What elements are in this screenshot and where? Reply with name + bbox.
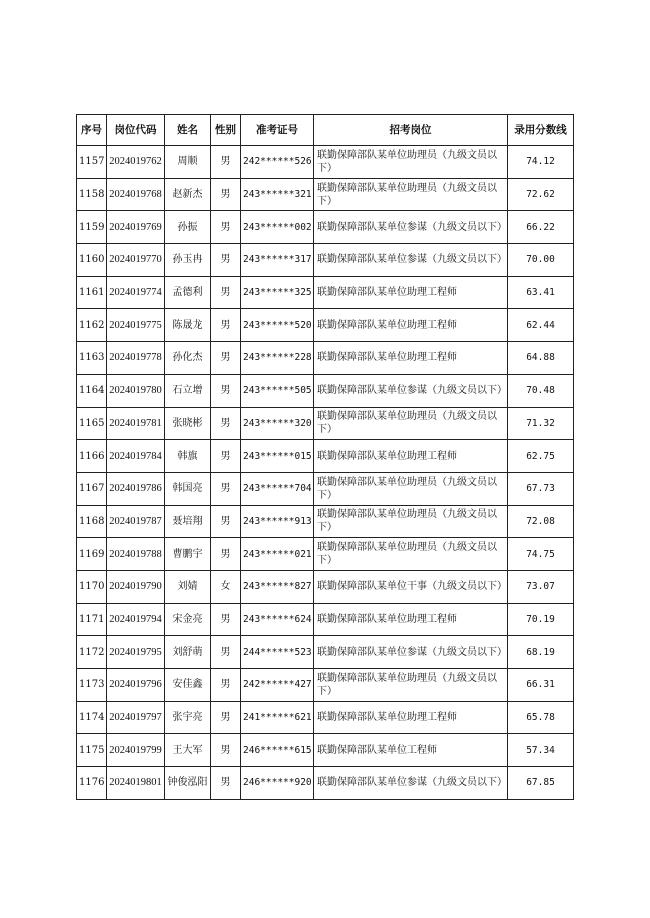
gender-cell: 男 (211, 669, 241, 702)
table-row (77, 538, 574, 571)
gender-cell: 男 (211, 309, 241, 342)
post-code-cell: 2024019801 (107, 767, 165, 800)
table-row (77, 211, 574, 244)
table-row (77, 669, 574, 702)
position-cell: 联勤保障部队某单位干事（九级文员以下） (314, 570, 508, 603)
table-row (77, 178, 574, 211)
gender-cell: 男 (211, 636, 241, 669)
name-cell: 聂培翔 (165, 505, 211, 538)
exam-id-cell: 242******427 (241, 669, 314, 702)
header-position: 招考岗位 (314, 115, 508, 146)
name-cell: 陈晟龙 (165, 309, 211, 342)
exam-id-cell: 243******913 (241, 505, 314, 538)
post-code-cell: 2024019799 (107, 734, 165, 767)
serial-cell: 1158 (77, 178, 107, 211)
position-cell: 联勤保障部队某单位助理员（九级文员以下） (314, 146, 508, 179)
exam-id-cell: 243******505 (241, 374, 314, 407)
score-cell: 62.44 (508, 309, 574, 342)
table-row (77, 472, 574, 505)
exam-id-cell: 246******615 (241, 734, 314, 767)
exam-id-cell: 243******321 (241, 178, 314, 211)
score-cell: 62.75 (508, 440, 574, 473)
serial-cell: 1172 (77, 636, 107, 669)
post-code-cell: 2024019787 (107, 505, 165, 538)
score-cell: 66.31 (508, 669, 574, 702)
name-cell: 安佳鑫 (165, 669, 211, 702)
name-cell: 孙化杰 (165, 342, 211, 375)
post-code-cell: 2024019781 (107, 407, 165, 440)
table-row (77, 309, 574, 342)
serial-cell: 1157 (77, 146, 107, 179)
score-cell: 68.19 (508, 636, 574, 669)
score-cell: 73.07 (508, 570, 574, 603)
table-row (77, 636, 574, 669)
exam-id-cell: 243******624 (241, 603, 314, 636)
name-cell: 周顺 (165, 146, 211, 179)
position-cell: 联勤保障部队某单位助理工程师 (314, 701, 508, 734)
post-code-cell: 2024019784 (107, 440, 165, 473)
position-cell: 联勤保障部队某单位助理员（九级文员以下） (314, 472, 508, 505)
table-row (77, 276, 574, 309)
position-cell: 联勤保障部队某单位助理工程师 (314, 276, 508, 309)
header-post-code: 岗位代码 (107, 115, 165, 146)
gender-cell: 男 (211, 603, 241, 636)
position-cell: 联勤保障部队某单位参谋（九级文员以下） (314, 374, 508, 407)
post-code-cell: 2024019775 (107, 309, 165, 342)
position-cell: 联勤保障部队某单位助理工程师 (314, 342, 508, 375)
post-code-cell: 2024019790 (107, 570, 165, 603)
gender-cell: 男 (211, 505, 241, 538)
exam-id-cell: 243******228 (241, 342, 314, 375)
position-cell: 联勤保障部队某单位助理员（九级文员以下） (314, 505, 508, 538)
name-cell: 张晓彬 (165, 407, 211, 440)
table-row (77, 407, 574, 440)
exam-id-cell: 243******317 (241, 244, 314, 277)
name-cell: 钟俊泓阳 (165, 767, 211, 800)
exam-id-cell: 243******325 (241, 276, 314, 309)
gender-cell: 男 (211, 538, 241, 571)
exam-id-cell: 243******002 (241, 211, 314, 244)
header-exam-id: 准考证号 (241, 115, 314, 146)
post-code-cell: 2024019770 (107, 244, 165, 277)
table-row (77, 244, 574, 277)
gender-cell: 女 (211, 570, 241, 603)
gender-cell: 男 (211, 407, 241, 440)
table-header-row (77, 115, 574, 146)
table-row (77, 701, 574, 734)
serial-cell: 1159 (77, 211, 107, 244)
position-cell: 联勤保障部队某单位参谋（九级文员以下） (314, 211, 508, 244)
score-cell: 67.85 (508, 767, 574, 800)
serial-cell: 1160 (77, 244, 107, 277)
position-cell: 联勤保障部队某单位助理员（九级文员以下） (314, 407, 508, 440)
post-code-cell: 2024019762 (107, 146, 165, 179)
score-cell: 67.73 (508, 472, 574, 505)
name-cell: 韩国亮 (165, 472, 211, 505)
table-row (77, 603, 574, 636)
name-cell: 曹鹏宇 (165, 538, 211, 571)
score-cell: 66.22 (508, 211, 574, 244)
table-row (77, 342, 574, 375)
score-cell: 65.78 (508, 701, 574, 734)
score-cell: 72.08 (508, 505, 574, 538)
table-row (77, 767, 574, 800)
position-cell: 联勤保障部队某单位助理工程师 (314, 440, 508, 473)
position-cell: 联勤保障部队某单位参谋（九级文员以下） (314, 767, 508, 800)
table-row (77, 734, 574, 767)
score-cell: 57.34 (508, 734, 574, 767)
score-cell: 64.88 (508, 342, 574, 375)
serial-cell: 1164 (77, 374, 107, 407)
name-cell: 孙振 (165, 211, 211, 244)
serial-cell: 1166 (77, 440, 107, 473)
gender-cell: 男 (211, 146, 241, 179)
header-gender: 性别 (211, 115, 241, 146)
serial-cell: 1169 (77, 538, 107, 571)
post-code-cell: 2024019769 (107, 211, 165, 244)
exam-id-cell: 243******021 (241, 538, 314, 571)
exam-id-cell: 243******520 (241, 309, 314, 342)
exam-id-cell: 243******320 (241, 407, 314, 440)
post-code-cell: 2024019797 (107, 701, 165, 734)
position-cell: 联勤保障部队某单位助理员（九级文员以下） (314, 178, 508, 211)
exam-id-cell: 242******526 (241, 146, 314, 179)
name-cell: 孟德利 (165, 276, 211, 309)
name-cell: 韩旗 (165, 440, 211, 473)
table-row (77, 570, 574, 603)
gender-cell: 男 (211, 276, 241, 309)
serial-cell: 1174 (77, 701, 107, 734)
name-cell: 赵新杰 (165, 178, 211, 211)
exam-id-cell: 243******827 (241, 570, 314, 603)
exam-id-cell: 241******621 (241, 701, 314, 734)
post-code-cell: 2024019794 (107, 603, 165, 636)
serial-cell: 1162 (77, 309, 107, 342)
post-code-cell: 2024019778 (107, 342, 165, 375)
serial-cell: 1167 (77, 472, 107, 505)
serial-cell: 1163 (77, 342, 107, 375)
score-cell: 63.41 (508, 276, 574, 309)
exam-id-cell: 246******920 (241, 767, 314, 800)
name-cell: 刘婧 (165, 570, 211, 603)
name-cell: 刘舒萌 (165, 636, 211, 669)
gender-cell: 男 (211, 734, 241, 767)
score-cell: 70.19 (508, 603, 574, 636)
gender-cell: 男 (211, 178, 241, 211)
table-row (77, 374, 574, 407)
exam-id-cell: 243******015 (241, 440, 314, 473)
name-cell: 石立增 (165, 374, 211, 407)
serial-cell: 1161 (77, 276, 107, 309)
score-cell: 74.12 (508, 146, 574, 179)
serial-cell: 1168 (77, 505, 107, 538)
serial-cell: 1170 (77, 570, 107, 603)
header-name: 姓名 (165, 115, 211, 146)
score-cell: 74.75 (508, 538, 574, 571)
post-code-cell: 2024019780 (107, 374, 165, 407)
score-cell: 72.62 (508, 178, 574, 211)
gender-cell: 男 (211, 374, 241, 407)
exam-id-cell: 243******704 (241, 472, 314, 505)
serial-cell: 1175 (77, 734, 107, 767)
gender-cell: 男 (211, 701, 241, 734)
header-serial: 序号 (77, 115, 107, 146)
exam-id-cell: 244******523 (241, 636, 314, 669)
post-code-cell: 2024019788 (107, 538, 165, 571)
score-cell: 71.32 (508, 407, 574, 440)
post-code-cell: 2024019774 (107, 276, 165, 309)
position-cell: 联勤保障部队某单位助理工程师 (314, 603, 508, 636)
name-cell: 张宇亮 (165, 701, 211, 734)
post-code-cell: 2024019796 (107, 669, 165, 702)
serial-cell: 1176 (77, 767, 107, 800)
table-row (77, 440, 574, 473)
gender-cell: 男 (211, 342, 241, 375)
gender-cell: 男 (211, 211, 241, 244)
name-cell: 孙玉冉 (165, 244, 211, 277)
score-cell: 70.48 (508, 374, 574, 407)
name-cell: 王大军 (165, 734, 211, 767)
gender-cell: 男 (211, 244, 241, 277)
position-cell: 联勤保障部队某单位助理工程师 (314, 309, 508, 342)
serial-cell: 1165 (77, 407, 107, 440)
post-code-cell: 2024019786 (107, 472, 165, 505)
table-row (77, 505, 574, 538)
admission-score-table (76, 114, 574, 800)
table-row (77, 146, 574, 179)
serial-cell: 1173 (77, 669, 107, 702)
gender-cell: 男 (211, 767, 241, 800)
header-score-line: 录用分数线 (508, 115, 574, 146)
position-cell: 联勤保障部队某单位助理员（九级文员以下） (314, 538, 508, 571)
gender-cell: 男 (211, 440, 241, 473)
gender-cell: 男 (211, 472, 241, 505)
position-cell: 联勤保障部队某单位参谋（九级文员以下） (314, 244, 508, 277)
position-cell: 联勤保障部队某单位工程师 (314, 734, 508, 767)
serial-cell: 1171 (77, 603, 107, 636)
post-code-cell: 2024019795 (107, 636, 165, 669)
position-cell: 联勤保障部队某单位助理员（九级文员以下） (314, 669, 508, 702)
name-cell: 宋金亮 (165, 603, 211, 636)
position-cell: 联勤保障部队某单位参谋（九级文员以下） (314, 636, 508, 669)
score-cell: 70.00 (508, 244, 574, 277)
post-code-cell: 2024019768 (107, 178, 165, 211)
